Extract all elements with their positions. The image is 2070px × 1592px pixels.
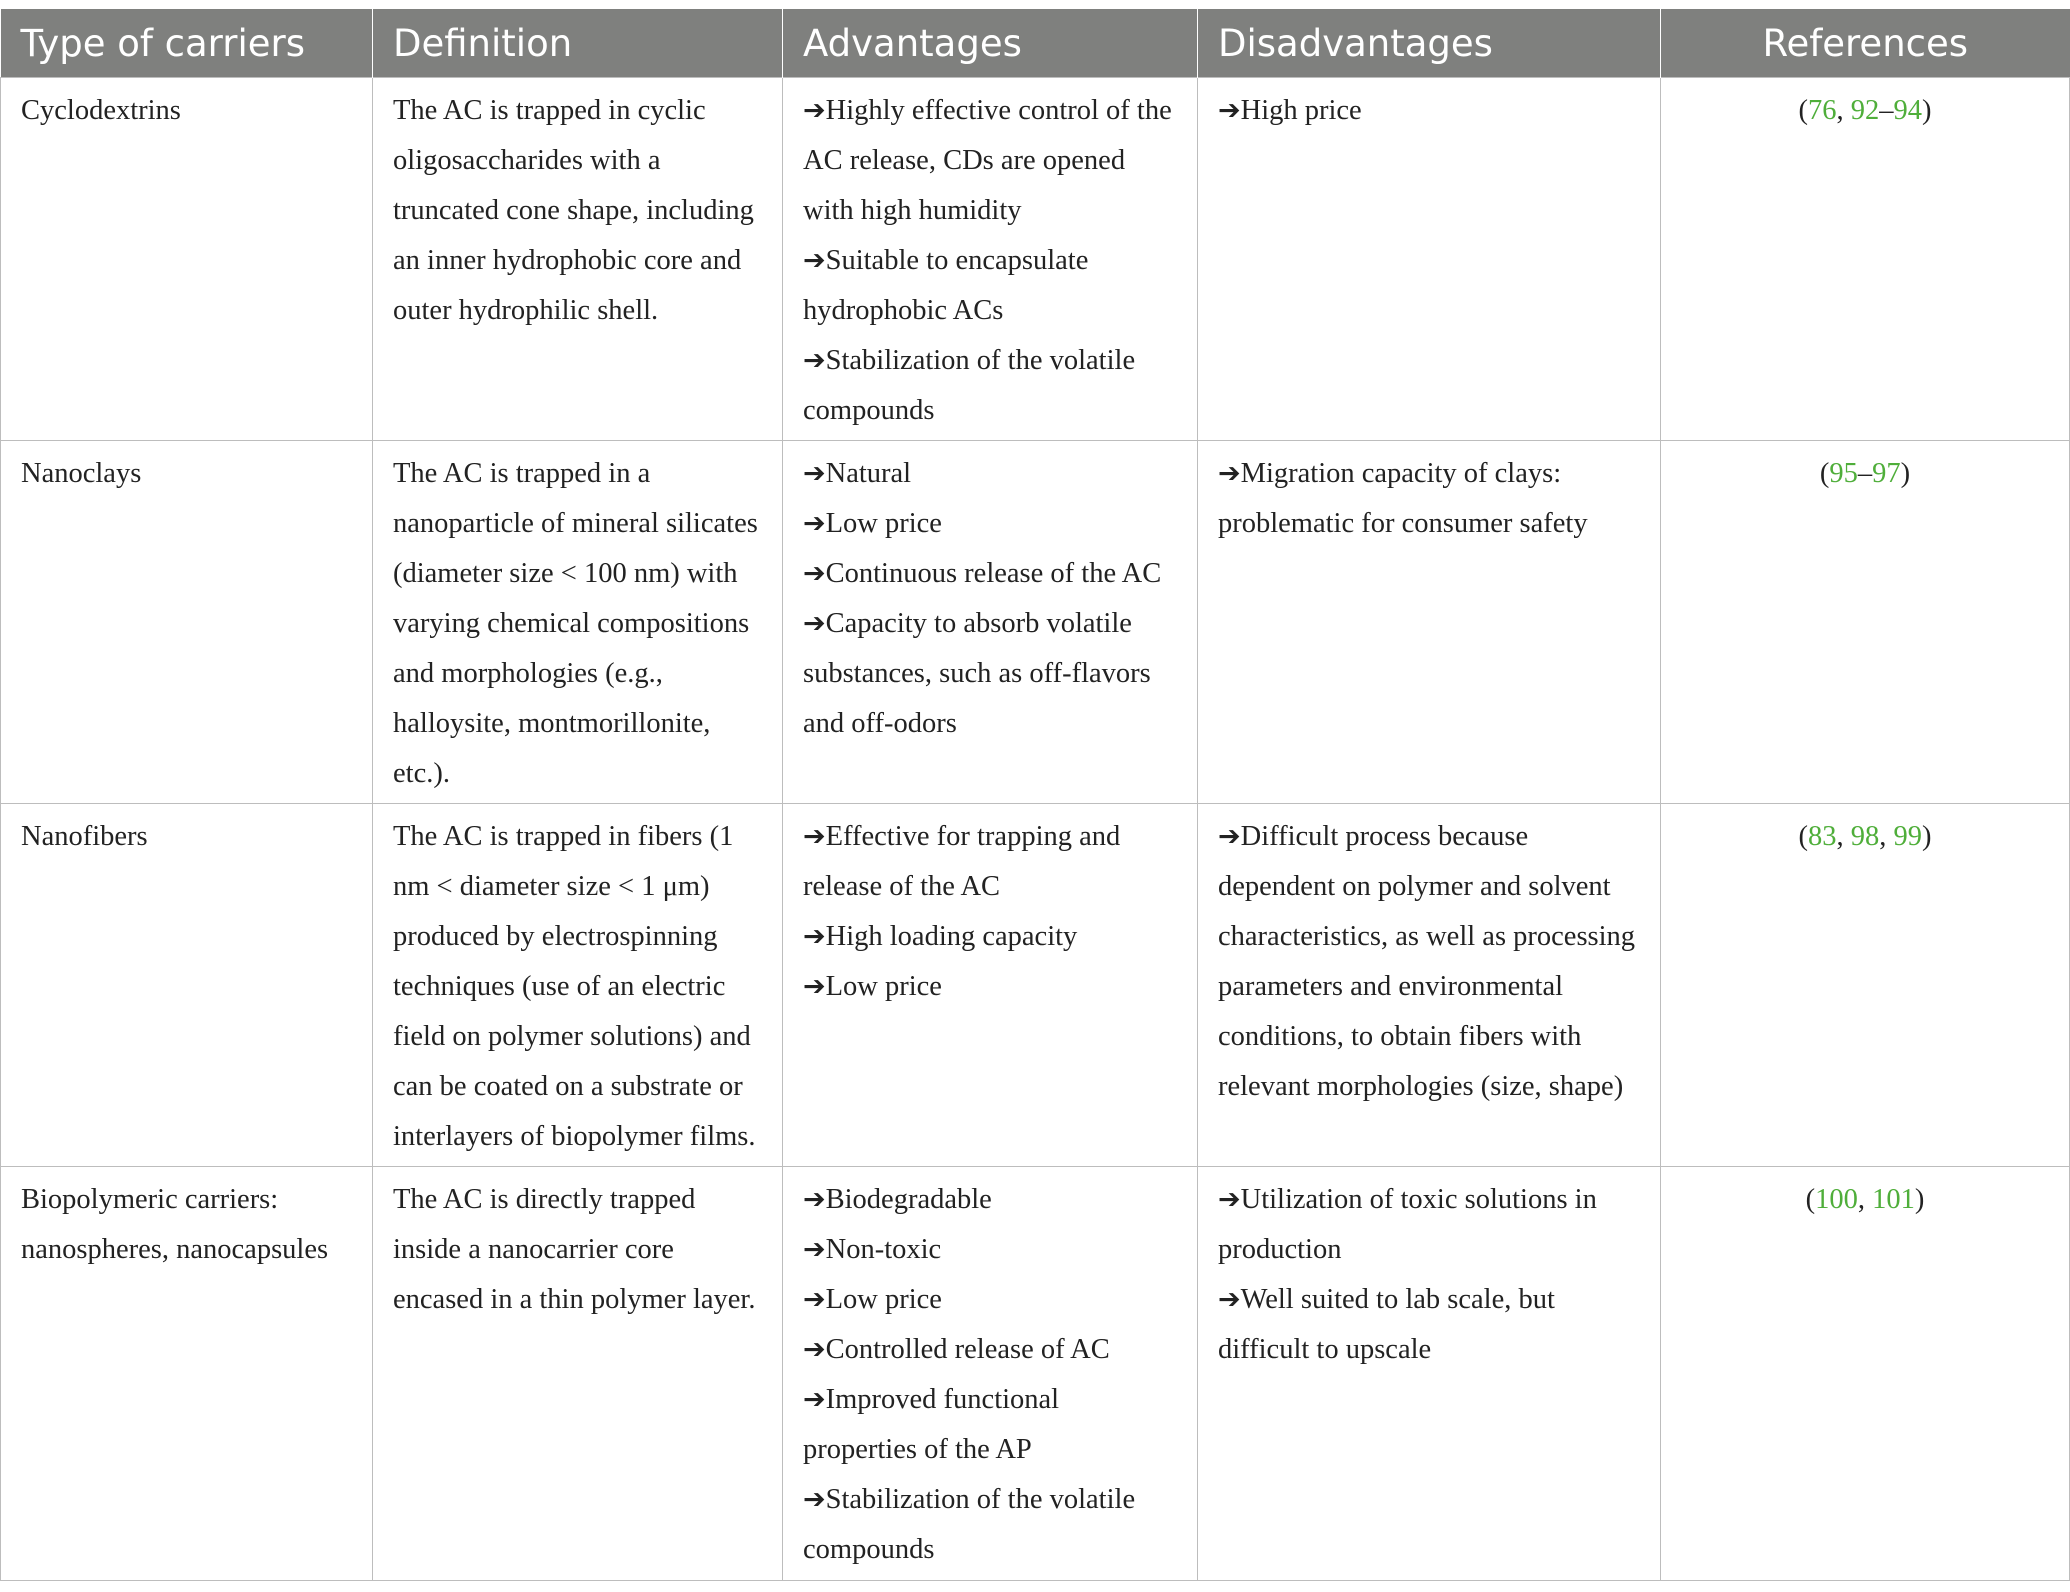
carrier-definition: The AC is directly trapped inside a nanocarrier core encased in a thin polymer layer. [373,1167,783,1581]
advantage-item: ➔High loading capacity [803,921,1078,952]
disadvantage-item: ➔Difficult process because dependent on polymer and solvent characteristics, as well as processing parameters and environmental conditions, to obtain fibers with relevant morphologies (size, shape) [1218,821,1636,1102]
advantage-item: ➔Natural [803,458,912,489]
advantage-item: ➔Biodegradable [803,1184,992,1215]
header-type: Type of carriers [1,9,373,78]
header-references: References [1661,9,2070,78]
advantage-item: ➔Non-toxic [803,1234,942,1265]
advantage-item: ➔Continuous release of the AC [803,558,1162,589]
header-disadvantages: Disadvantages [1198,9,1661,78]
arrow-icon: ➔ [803,558,826,589]
arrow-icon: ➔ [1218,821,1241,852]
carrier-type: Nanofibers [1,804,373,1167]
references-cell: (76, 92–94) [1661,78,2070,441]
carriers-table [0,9,2070,1581]
arrow-icon: ➔ [803,1484,826,1515]
header-definition: Definition [373,9,783,78]
arrow-icon: ➔ [803,608,826,639]
arrow-icon: ➔ [803,345,826,376]
advantages-cell [783,1167,1198,1581]
reference-link[interactable]: 76 [1808,95,1837,126]
arrow-icon: ➔ [1218,1284,1241,1315]
reference-link[interactable]: 97 [1872,458,1901,489]
reference-link[interactable]: 101 [1872,1184,1915,1215]
disadvantages-cell [1198,1167,1661,1581]
carrier-definition: The AC is trapped in fibers (1 nm < diameter size < 1 μm) produced by electrospinning techniques (use of an electric field on polymer solutions) and can be coated on a substrate or interlayers of biopolymer films. [373,804,783,1167]
reference-link[interactable]: 95 [1829,458,1858,489]
arrow-icon: ➔ [803,921,826,952]
advantage-item: ➔Low price [803,508,942,539]
carrier-type: Cyclodextrins [1,78,373,441]
advantages-cell [783,441,1198,804]
arrow-icon: ➔ [1218,95,1241,126]
arrow-icon: ➔ [803,1384,826,1415]
disadvantages-cell [1198,441,1661,804]
disadvantages-cell [1198,804,1661,1167]
arrow-icon: ➔ [1218,458,1241,489]
reference-link[interactable]: 99 [1893,821,1922,852]
advantage-item: ➔Controlled release of AC [803,1334,1110,1365]
references-cell: (83, 98, 99) [1661,804,2070,1167]
table-row [1,78,2070,441]
header-advantages: Advantages [783,9,1198,78]
arrow-icon: ➔ [803,821,826,852]
arrow-icon: ➔ [803,1184,826,1215]
arrow-icon: ➔ [803,971,826,1002]
advantage-item: ➔Low price [803,971,942,1002]
advantage-item: ➔Capacity to absorb volatile substances, such as off-flavors and off-odors [803,608,1151,739]
reference-link[interactable]: 83 [1808,821,1837,852]
disadvantages-cell [1198,78,1661,441]
arrow-icon: ➔ [803,1234,826,1265]
disadvantage-item: ➔Well suited to lab scale, but difficult to upscale [1218,1284,1555,1365]
arrow-icon: ➔ [1218,1184,1241,1215]
arrow-icon: ➔ [803,95,826,126]
disadvantage-item: ➔Migration capacity of clays: problematic for consumer safety [1218,458,1588,539]
reference-link[interactable]: 94 [1893,95,1922,126]
advantage-item: ➔Stabilization of the volatile compounds [803,1484,1136,1565]
advantages-cell [783,78,1198,441]
references-cell: (95–97) [1661,441,2070,804]
advantage-item: ➔Effective for trapping and release of the AC [803,821,1121,902]
table-row [1,804,2070,1167]
references-cell: (100, 101) [1661,1167,2070,1581]
disadvantage-item: ➔Utilization of toxic solutions in production [1218,1184,1597,1265]
advantage-item: ➔Highly effective control of the AC release, CDs are opened with high humidity [803,95,1172,226]
disadvantage-item: ➔High price [1218,95,1362,126]
arrow-icon: ➔ [803,245,826,276]
carrier-definition: The AC is trapped in cyclic oligosaccharides with a truncated cone shape, including an inner hydrophobic core and outer hydrophilic shell. [373,78,783,441]
advantage-item: ➔Suitable to encapsulate hydrophobic ACs [803,245,1089,326]
advantage-item: ➔Stabilization of the volatile compounds [803,345,1136,426]
table-row [1,1167,2070,1581]
arrow-icon: ➔ [803,1284,826,1315]
reference-link[interactable]: 100 [1815,1184,1858,1215]
arrow-icon: ➔ [803,508,826,539]
carrier-type: Biopolymeric carriers: nanospheres, nanocapsules [1,1167,373,1581]
advantages-cell [783,804,1198,1167]
advantage-item: ➔Low price [803,1284,942,1315]
reference-link[interactable]: 98 [1850,821,1880,852]
arrow-icon: ➔ [803,458,826,489]
carrier-definition: The AC is trapped in a nanoparticle of mineral silicates (diameter size < 100 nm) with varying chemical compositions and morphologies (e.g., halloysite, montmorillonite, etc.). [373,441,783,804]
reference-link[interactable]: 92 [1850,95,1880,126]
table-row [1,441,2070,804]
carrier-type: Nanoclays [1,441,373,804]
advantage-item: ➔Improved functional properties of the AP [803,1384,1060,1465]
header-row [1,9,2070,78]
arrow-icon: ➔ [803,1334,826,1365]
